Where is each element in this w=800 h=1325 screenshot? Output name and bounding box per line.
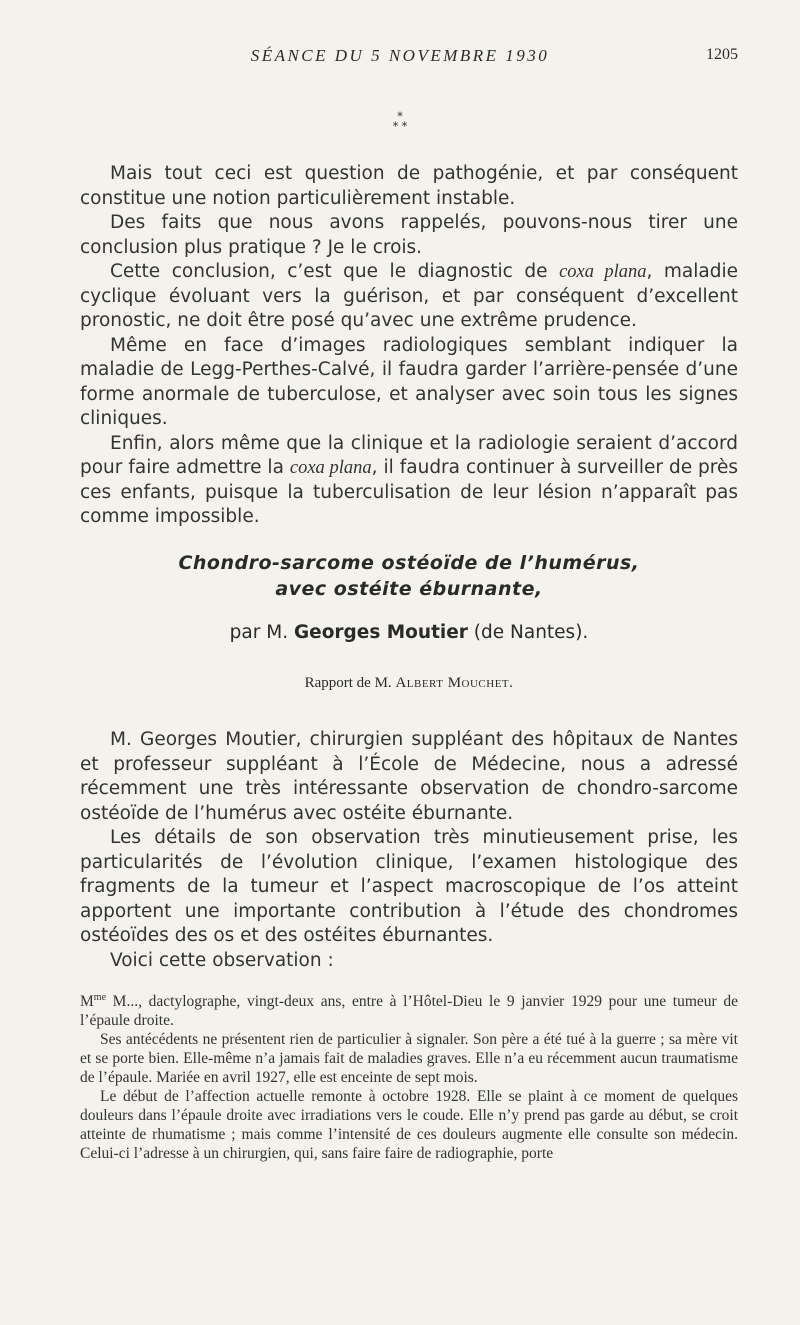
report-author: Albert Mouchet. [395,675,514,691]
article-title [80,550,738,602]
paragraph [80,432,738,530]
report-line [80,675,738,692]
report-prefix: Rapport de M. [304,675,396,691]
paragraph: Le début de l’affection actuelle remonte à octobre 1928. Elle se plaint à ce moment de quelques douleurs dans l’épaule droite avec irradiations vers le coude. Elle n’y prend pas garde au début, se croit atteinte de rhumatisme ; mais comme l’intensité de ces douleurs augmente elle consulte son médecin. Celui-ci l’adresse à un chirurgien, qui, sans faire faire de radiographie, porte [80,1088,738,1162]
article-title-line-1: Chondro-sarcome ostéoïde de l’humérus, [178,552,640,574]
observation-text [80,992,738,1163]
text-run: M [80,993,94,1010]
italic-term: coxa plana [559,262,647,282]
byline-author: Georges Moutier [293,622,468,643]
paragraph: M. Georges Moutier, chirurgien suppléant des hôpitaux de Nantes et professeur suppléant à l’École de Médecine, nous a adressé récemment une très intéressante observation de chondro-sarcome ostéoïde de l’humérus avec ostéite éburnante. [80,729,738,824]
paragraph: Voici cette observation : [110,949,334,971]
running-header [0,46,800,70]
paragraph: Mais tout ceci est question de pathogénie, et par conséquent constitue une notion particulièrement instable. [80,163,738,209]
byline [80,622,738,643]
paragraph [80,260,738,334]
paragraph: Les détails de son observation très minutieusement prise, les particularités de l’évolution clinique, l’examen histologique des fragments de la tumeur et l’aspect macroscopique de l’os atteint apportent une importante contribution à l’étude des chondromes ostéoïdes des os et des ostéites éburnantes. [80,827,738,946]
italic-term: coxa plana [289,458,372,478]
page-number: 1205 [706,46,738,63]
running-title: SÉANCE DU 5 NOVEMBRE 1930 [250,46,550,65]
text-run: , il faudra continuer à surveiller de près ces enfants, puisque la tuberculisation de leur lésion n’apparaît pas comme impossible. [80,457,739,527]
paragraph [80,992,738,1030]
text-run: , maladie cyclique évoluant vers la guérison, et par conséquent d’excellent pronostic, ne doit être posé qu’avec une extrême prudence. [80,261,739,331]
section-introduction [80,728,738,973]
article-title-line-2: avec ostéite éburnante, [275,578,543,600]
superscript: me [93,991,107,1003]
paragraph: Des faits que nous avons rappelés, pouvons-nous tirer une conclusion plus pratique ? Je le crois. [80,212,738,258]
text-run: Cette conclusion, c’est que le diagnostic de [110,261,560,282]
asterism-separator: * * * [392,110,408,133]
paragraph: Même en face d’images radiologiques semblant indiquer la maladie de Legg-Perthes-Calvé, il faudra garder l’arrière-pensée d’une forme anormale de tuberculose, et analyser avec soin tous les signes cliniques. [80,334,738,429]
text-run: Enfin, alors même que la clinique et la radiologie seraient d’accord pour faire admettre la [80,432,738,478]
section-conclusion [80,162,738,530]
byline-suffix: (de Nantes). [467,622,589,643]
text-run: M..., dactylographe, vingt-deux ans, entre à l’Hôtel-Dieu le 9 janvier 1929 pour une tumeur de l’épaule droite. [80,993,738,1029]
paragraph: Ses antécédents ne présentent rien de particulier à signaler. Son père a été tué à la guerre ; sa mère vit et se porte bien. Elle-même n’a jamais fait de maladies graves. Elle n’a eu récemment aucun traumatisme de l’épaule. Mariée en avril 1927, elle est enceinte de sept mois. [80,1031,738,1086]
byline-prefix: par M. [229,622,294,643]
